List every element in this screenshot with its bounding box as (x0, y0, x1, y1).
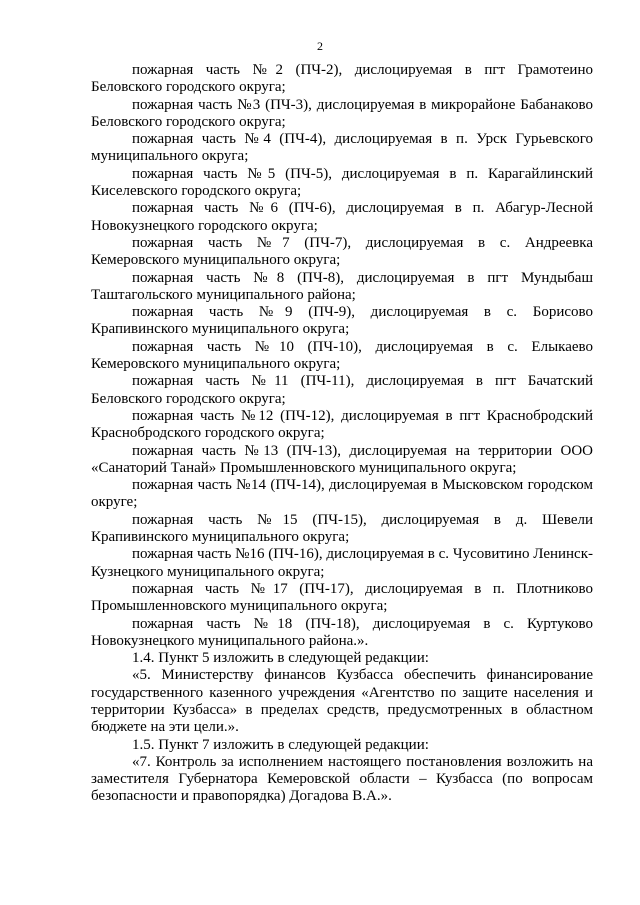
paragraph: пожарная часть №12 (ПЧ-12), дислоцируемая в пгт Краснобродский Краснобродского городского округа; (91, 407, 593, 442)
paragraph: пожарная часть №13 (ПЧ-13), дислоцируемая на территории ООО «Санаторий Танай» Промышленновского муниципального округа; (91, 442, 593, 476)
paragraph: пожарная часть №17 (ПЧ-17), дислоцируемая в п. Плотниково Промышленновского муниципального округа; (91, 580, 593, 615)
paragraph: «7. Контроль за исполнением настоящего постановления возложить на заместителя Губернатора Кемеровской области – Кузбасса (по вопросам безопасности и правопорядка) Догадова В.А.». (91, 753, 593, 805)
paragraph: пожарная часть №7 (ПЧ-7), дислоцируемая в с. Андреевка Кемеровского муниципального округа; (91, 234, 593, 269)
paragraph: 1.5. Пункт 7 изложить в следующей редакции: (132, 736, 429, 753)
paragraph: пожарная часть №5 (ПЧ-5), дислоцируемая в п. Карагайлинский Киселевского городского округа; (91, 165, 593, 200)
paragraph: пожарная часть №14 (ПЧ-14), дислоцируемая в Мысковском городском округе; (91, 477, 593, 511)
paragraph: пожарная часть №2 (ПЧ-2), дислоцируемая в пгт Грамотеино Беловского городского округа; (91, 62, 593, 96)
paragraph: пожарная часть №9 (ПЧ-9), дислоцируемая в с. Борисово Крапивинского муниципального округа; (91, 304, 593, 338)
paragraph: пожарная часть №10 (ПЧ-10), дислоцируемая в с. Елыкаево Кемеровского муниципального округа; (91, 338, 593, 373)
paragraph: «5. Министерству финансов Кузбасса обеспечить финансирование государственного казенного учреждения «Агентство по защите населения и территории Кузбасса» в пределах средств, предусмотренных в областном бюджете на эти цели.». (91, 667, 593, 736)
paragraph: пожарная часть №16 (ПЧ-16), дислоцируемая в с. Чусовитино Ленинск-Кузнецкого муниципального округа; (91, 546, 593, 580)
paragraph: пожарная часть №6 (ПЧ-6), дислоцируемая в п. Абагур-Лесной Новокузнецкого городского округа; (91, 200, 593, 234)
paragraph: пожарная часть №18 (ПЧ-18), дислоцируемая в с. Куртуково Новокузнецкого муниципального района.». (91, 615, 593, 649)
paragraph: пожарная часть №8 (ПЧ-8), дислоцируемая в пгт Мундыбаш Таштагольского муниципального района; (91, 269, 593, 303)
document-body (91, 62, 593, 806)
paragraph: 1.4. Пункт 5 изложить в следующей редакции: (132, 650, 429, 667)
page-number: 2 (317, 39, 323, 53)
paragraph: пожарная часть №4 (ПЧ-4), дислоцируемая в п. Урск Гурьевского муниципального округа; (91, 131, 593, 165)
paragraph: пожарная часть №3 (ПЧ-3), дислоцируемая в микрорайоне Бабанаково Беловского городского округа; (91, 96, 593, 130)
paragraph: пожарная часть №15 (ПЧ-15), дислоцируемая в д. Шевели Крапивинского муниципального округа; (91, 511, 593, 546)
paragraph: пожарная часть №11 (ПЧ-11), дислоцируемая в пгт Бачатский Беловского городского округа; (91, 373, 593, 407)
